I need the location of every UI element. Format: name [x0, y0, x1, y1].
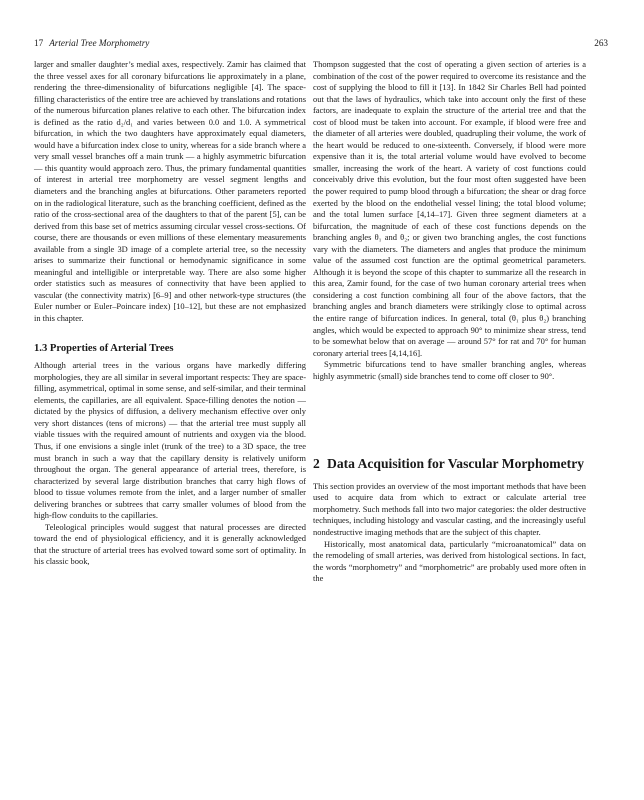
right-column [313, 59, 586, 585]
left-column [34, 59, 306, 568]
page-number: 263 [594, 38, 608, 48]
right-paragraph-4: Historically, most anatomical data, particularly “microanatomical” data on the remodeling of small arteries, was derived from histological sections. In fact, the words “morphometry” and “morphometric” are probably used more often in the [313, 538, 586, 584]
section-number: 2 [313, 456, 320, 472]
right-paragraph-1: Thompson suggested that the cost of operating a given section of arteries is a combination of the cost of the power required to overcome its resistance and the cost of supplying the blood to fill it [13]. In 1842 Sir Charles Bell had pointed out that the laws of hydraulics, which take into account only the first of these factors, are inadequate to explain the structure of the arterial tree and that the cost of blood must be taken into account. For example, if blood were free and the diameter of all arteries were doubled, quadrupling their volume, the work of the heart would be reduced to one-sixteenth. Conversely, if blood were more expensive than it is, the total arterial volume would have evolved to become smaller, increasing the work of the heart. A variety of cost functions could conceivably drive this evolution, but the four most often suggested have been the power required to pump blood through a bifurcation; the shear or drag force exerted by the blood on the endothelial vessel lining; the total blood volume; and the total lumen surface [4,14–17]. Given three segment diameters at a bifurcation, the magnitude of each of these cost functions depends on the branching angles θ₁ and θ₂; or given two branching angles, the cost functions vary with the diameters. The diameters and angles that produce the minimum value of the assumed cost function are the optimal geometrical parameters. Although it is beyond the scope of this chapter to summarize all the research in this area, Zamir found, for the case of two human coronary arterial trees when considering a cost function combining all four of the above factors, that the branching angles and branch diameters were strikingly close to optimal across the entire range of bifurcation indices. In general, total (θ₁ plus θ₂) branching angles, which would be expected to approach 90° to minimize shear stress, tend to be somewhat below that on average — around 57° for rat and 70° for human coronary arterial trees [4,14,16]. [313, 59, 586, 358]
section-heading-2 [313, 456, 586, 472]
right-paragraph-3: This section provides an overview of the most important methods that have been used to acquire data from which to extract or calculate arterial tree morphometry. Such methods fall into two major categories: the older destructive techniques, including histology and vascular casting, and the increasingly useful nondestructive imaging methods that are the subject of this chapter. [313, 480, 586, 537]
header-left [34, 38, 149, 48]
left-paragraph-1: larger and smaller daughter’s medial axes, respectively. Zamir has claimed that the three vessel axes for all coronary bifurcations lie approximately in a plane, rendering the three-dimensionality of bifurcations negligible [4]. The space-filling characteristics of the entire tree are achieved by translations and rotations of the numerous bifurcation planes relative to each other. The bifurcation index is defined as the ratio d₂/d₁ and varies between 0.0 and 1.0. A symmetrical bifurcation, in which the two daughters have approximately equal diameters, would have a bifurcation index close to unity, whereas for a side branch where a very small vessel branches off a main trunk — a highly asymmetric bifurcation — this quantity would approach zero. Thus, the primary fundamental quantities of interest in arterial tree morphometry are vessel segment lengths and diameters and the branching angles at bifurcations. Other parameters reported on in the radiological literature, such as the branching coefficient, defined as the ratio of the cross-sectional area of the daughters to that of the parent [5], can be derived from this base set of metrics assuming circular vessel cross-sections. Of course, there are thousands or even millions of these elementary measurements available from a single 3D image of a complete arterial tree, so the necessity arises to summarize their functional or hemodynamic significance in some meaningful and intelligible or interpretable way. There are also some higher order statistics such as measures of connectivity that have been applied to vascular (the connectivity matrix) [6–9] and other network-type structures (the Euler number or Euler–Poincare index) [10–12], but these are not emphasized in this chapter. [34, 59, 306, 324]
section-heading-1-3: 1.3 Properties of Arterial Trees [34, 342, 174, 354]
left-paragraph-2: Although arterial trees in the various organs have markedly differing morphologies, they are all similar in several important respects: They are space-filling, asymmetrical, optimal in some sense, and self-similar, and their terminal elements, the capillaries, are all equivalent. Space-filling denotes the notion — dictated by the physics of diffusion, a delivery mechanism effective over only very short distances (tens of microns) — that the arterial tree must supply all viable tissues with the required amount of nutrients and oxygen via the blood. Thus, if one envisions a single inlet (trunk of the tree) to a 3D space, the tree must branch in such a way that the capillary density is relatively uniform throughout the organ. The general appearance of arterial trees, therefore, is characterized by several large distribution branches that carry high flows of blood to tissue volumes remote from the inlet, and a larger number of smaller delivering branches or subtrees that carry smaller volumes of blood from the high-flow conduits to the capillaries. [34, 360, 306, 521]
left-paragraph-3: Teleological principles would suggest that natural processes are directed toward the end of physiological efficiency, and it is generally acknowledged that the structure of arterial trees has evolved toward some sort of optimality. In his classic book, [34, 521, 306, 567]
chapter-number: 17 [34, 38, 44, 48]
right-paragraph-2: Symmetric bifurcations tend to have smaller branching angles, whereas highly asymmetric (small) side branches tend to come off closer to 90°. [313, 359, 586, 381]
chapter-title: Arterial Tree Morphometry [49, 38, 150, 48]
running-header [34, 38, 608, 52]
section-title: Data Acquisition for Vascular Morphometry [327, 456, 585, 472]
